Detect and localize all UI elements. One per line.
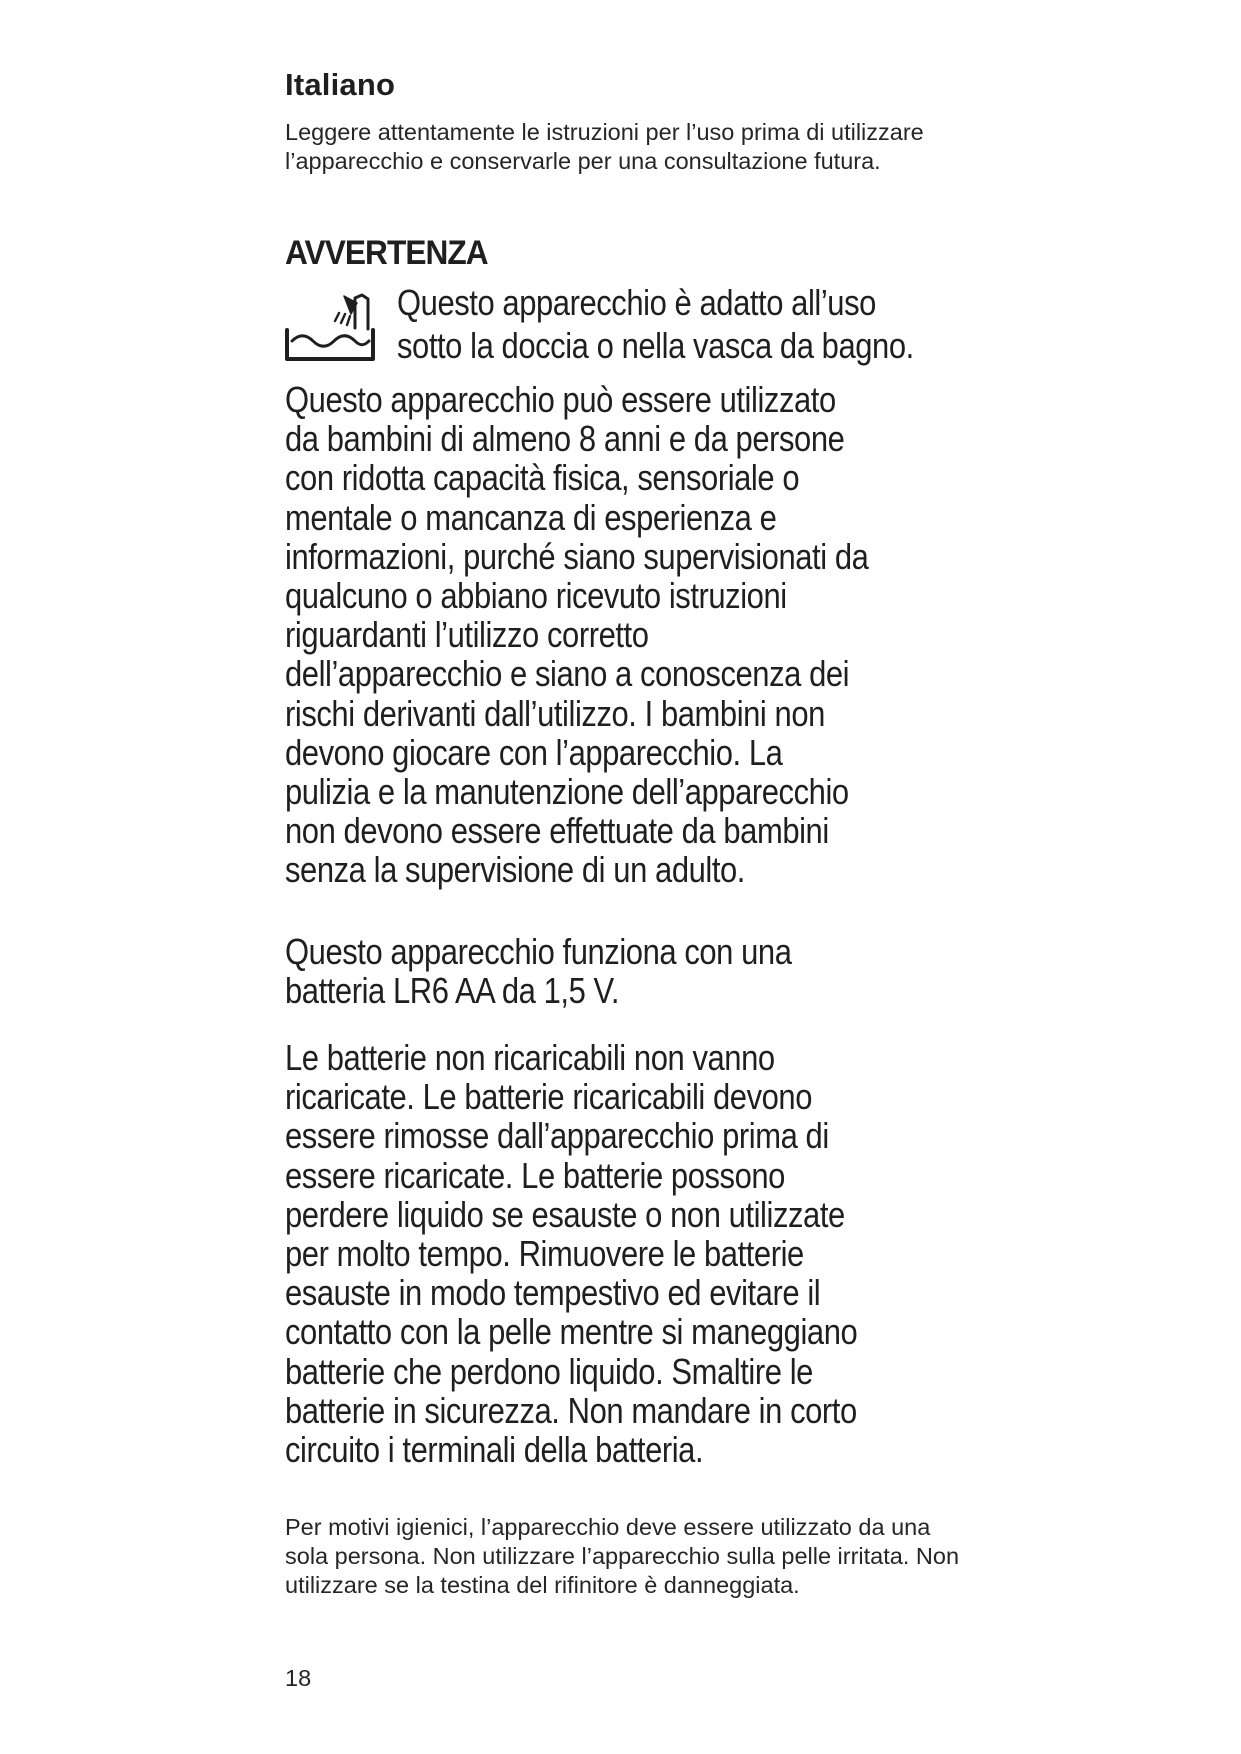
paragraph-line: riguardanti l’utilizzo corretto: [285, 614, 649, 656]
hygiene-note: Per motivi igienici, l’apparecchio deve essere utilizzato da una sola persona. Non utilizzare l’apparecchio sulla pelle irritata. Non utilizzare se la testina del rifinitore è danneggiata.: [285, 1514, 960, 1598]
symbol-statement: [397, 281, 930, 367]
paragraph-line: con ridotta capacità fisica, sensoriale o: [285, 457, 800, 499]
paragraph-line: per molto tempo. Rimuovere le batterie: [285, 1233, 804, 1275]
manual-page: [285, 0, 975, 1754]
intro-text: Leggere attentamente le istruzioni per l’uso prima di utilizzare l’apparecchio e conservarle per una consultazione futura.: [285, 119, 924, 174]
language-heading: Italiano: [285, 67, 396, 102]
symbol-line: sotto la doccia o nella vasca da bagno.: [397, 325, 914, 366]
paragraph-line: pulizia e la manutenzione dell’apparecchio: [285, 771, 849, 813]
battery-type-paragraph: [285, 932, 973, 1010]
symbol-line: Questo apparecchio è adatto all’uso: [397, 282, 876, 323]
paragraph-line: Le batterie non ricaricabili non vanno: [285, 1037, 775, 1078]
paragraph-line: informazioni, purché siano supervisionati da: [285, 535, 869, 577]
paragraph-line: rischi derivanti dall’utilizzo. I bambini non: [285, 692, 825, 734]
paragraph-line: perdere liquido se esauste o non utilizzate: [285, 1193, 845, 1235]
paragraph-line: devono giocare con l’apparecchio. La: [285, 731, 783, 773]
warning-heading: AVVERTENZA: [285, 234, 488, 272]
paragraph-line: esauste in modo tempestivo ed evitare il: [285, 1272, 821, 1314]
paragraph-line: mentale o mancanza di esperienza e: [285, 496, 777, 538]
paragraph-line: batteria LR6 AA da 1,5 V.: [285, 970, 620, 1012]
paragraph-line: qualcuno o abbiano ricevuto istruzioni: [285, 575, 787, 617]
paragraph-line: ricaricate. Le batterie ricaricabili devono: [285, 1076, 813, 1118]
paragraph-line: contatto con la pelle mentre si maneggiano: [285, 1311, 858, 1353]
battery-safety-paragraph: [285, 1038, 973, 1469]
paragraph-line: senza la supervisione di un adulto.: [285, 849, 745, 891]
paragraph-line: essere ricaricate. Le batterie possono: [285, 1154, 785, 1196]
page-number: 18: [285, 1665, 312, 1691]
paragraph-line: Questo apparecchio può essere utilizzato: [285, 379, 836, 420]
paragraph-line: essere rimosse dall’apparecchio prima di: [285, 1115, 829, 1157]
paragraph-line: da bambini di almeno 8 anni e da persone: [285, 418, 845, 460]
paragraph-line: batterie in sicurezza. Non mandare in corto: [285, 1389, 857, 1431]
paragraph-line: non devono essere effettuate da bambini: [285, 810, 829, 852]
paragraph-line: circuito i terminali della batteria.: [285, 1429, 704, 1471]
paragraph-line: Questo apparecchio funziona con una: [285, 931, 792, 972]
shower-bath-icon: [285, 290, 379, 364]
children-warning-paragraph: [285, 380, 973, 890]
paragraph-line: dell’apparecchio e siano a conoscenza dei: [285, 653, 850, 695]
paragraph-line: batterie che perdono liquido. Smaltire le: [285, 1350, 813, 1392]
